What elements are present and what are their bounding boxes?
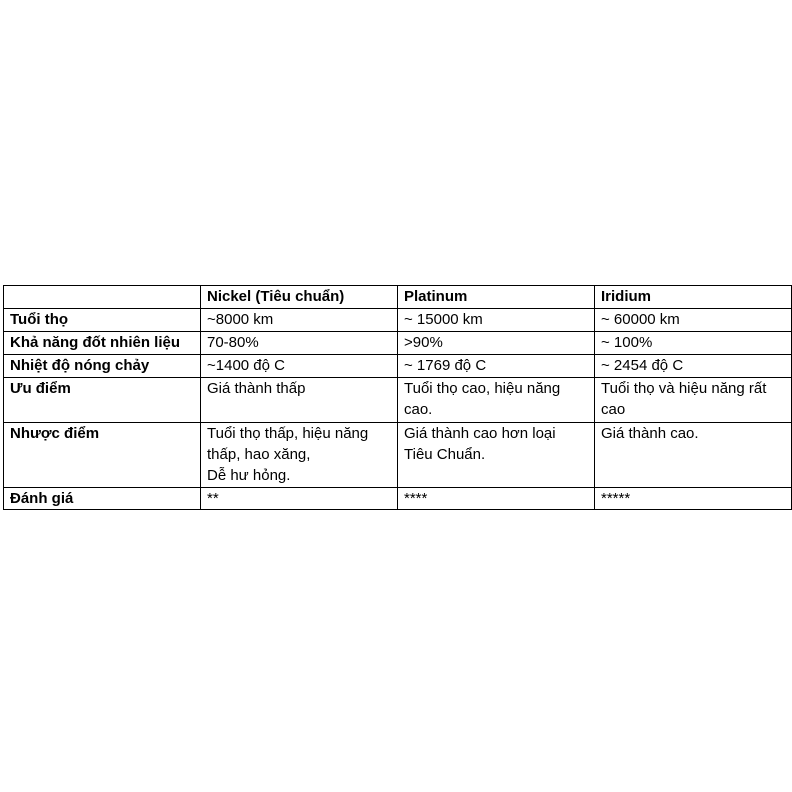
table-cell: >90% <box>398 332 595 355</box>
table-cell: ~ 15000 km <box>398 309 595 332</box>
table-row <box>4 309 792 332</box>
row-label-lifespan: Tuổi thọ <box>4 309 201 332</box>
table-row <box>4 488 792 510</box>
table-cell: Giá thành cao hơn loại Tiêu Chuẩn. <box>398 423 595 488</box>
table-cell: 70-80% <box>201 332 398 355</box>
table-cell <box>201 423 398 488</box>
rating-cell: **** <box>398 488 595 510</box>
table-cell: ~ 1769 độ C <box>398 355 595 378</box>
table-cell: ~ 2454 độ C <box>595 355 792 378</box>
rating-cell: ***** <box>595 488 792 510</box>
row-label-disadvantages: Nhược điểm <box>4 423 201 488</box>
table-row <box>4 355 792 378</box>
table-cell: ~ 60000 km <box>595 309 792 332</box>
row-label-fuel-efficiency: Khả năng đốt nhiên liệu <box>4 332 201 355</box>
table-cell: ~1400 độ C <box>201 355 398 378</box>
table-cell: Giá thành cao. <box>595 423 792 488</box>
table-cell: Giá thành thấp <box>201 378 398 423</box>
table-row <box>4 423 792 488</box>
table-row <box>4 378 792 423</box>
cell-text: Tuổi thọ thấp, hiệu năng thấp, hao xăng, Dễ hư hỏng. <box>207 425 369 484</box>
header-cell-empty <box>4 286 201 309</box>
table-header-row <box>4 286 792 309</box>
table-cell: Tuổi thọ cao, hiệu năng cao. <box>398 378 595 423</box>
table-row <box>4 332 792 355</box>
comparison-table <box>3 285 792 510</box>
table-cell: ~ 100% <box>595 332 792 355</box>
header-cell-iridium: Iridium <box>595 286 792 309</box>
row-label-rating: Đánh giá <box>4 488 201 510</box>
row-label-advantages: Ưu điểm <box>4 378 201 423</box>
rating-cell: ** <box>201 488 398 510</box>
table-cell: Tuổi thọ và hiệu năng rất cao <box>595 378 792 423</box>
header-cell-nickel: Nickel (Tiêu chuẩn) <box>201 286 398 309</box>
row-label-melting-point: Nhiệt độ nóng chảy <box>4 355 201 378</box>
table-cell: ~8000 km <box>201 309 398 332</box>
header-cell-platinum: Platinum <box>398 286 595 309</box>
